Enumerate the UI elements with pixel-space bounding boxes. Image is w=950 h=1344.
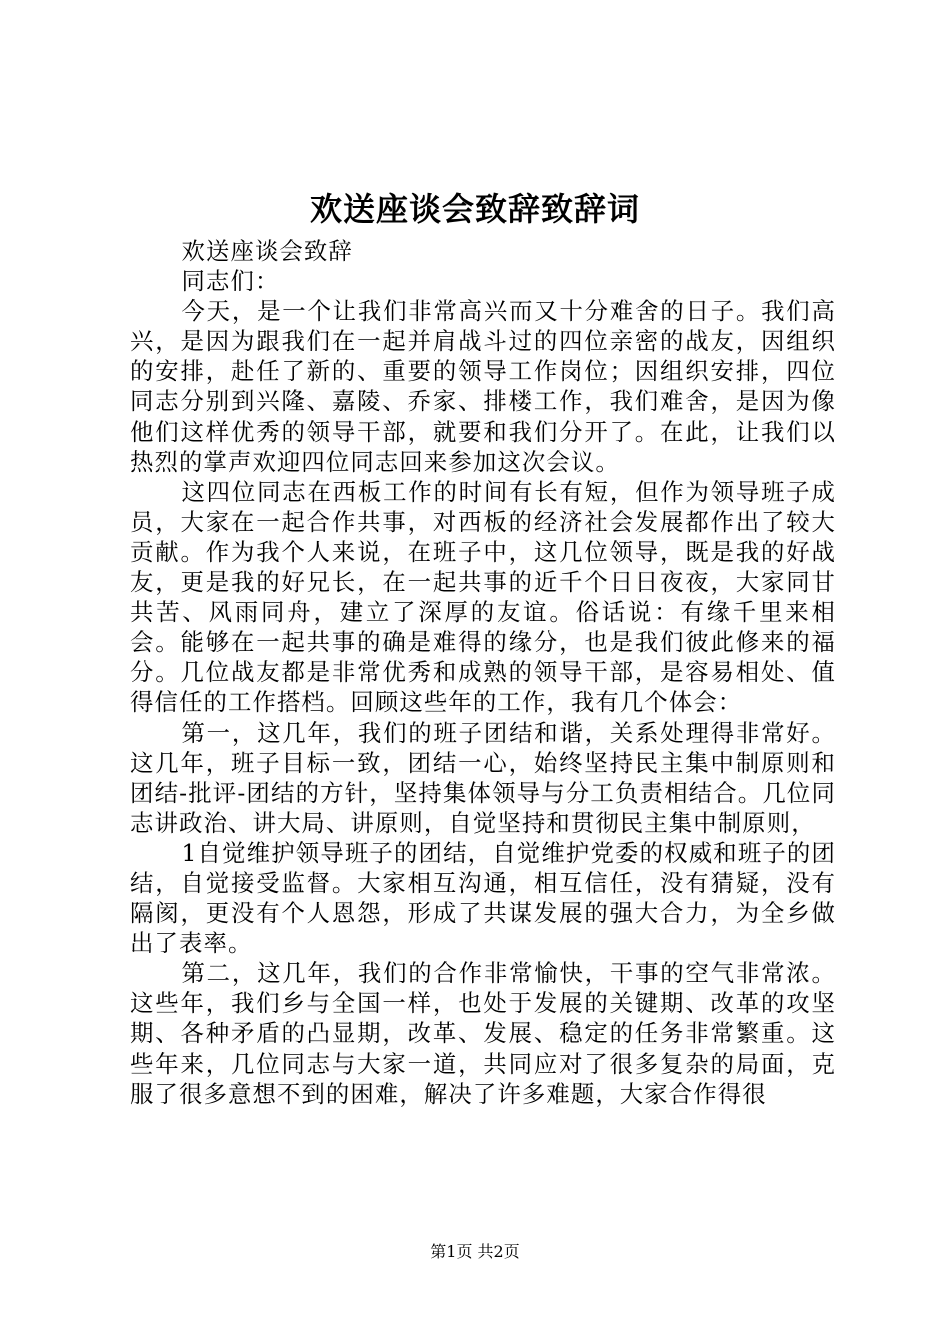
body-paragraph: 第二，这几年，我们的合作非常愉快，干事的空气非常浓。这些年，我们乡与全国一样，也处于发展的关键期、改革的攻坚期、各种矛盾的凸显期，改革、发展、稳定的任务非常繁重。这些年来，几位同志与大家一道，共同应对了很多复杂的局面，克服了很多意想不到的困难，解决了许多难题，大家合作得很 xyxy=(130,959,836,1108)
body-paragraph: 今天，是一个让我们非常高兴而又十分难舍的日子。我们高兴，是因为跟我们在一起并肩战斗过的四位亲密的战友，因组织的安排，赴任了新的、重要的领导工作岗位；因组织安排，四位同志分别到兴隆、嘉陵、乔家、排楼工作，我们难舍，是因为像他们这样优秀的领导干部，就要和我们分开了。在此，让我们以热烈的掌声欢迎四位同志回来参加这次会议。 xyxy=(130,297,836,476)
page-number-footer: 第1页 共2页 xyxy=(430,1242,520,1261)
body-paragraph: 同志们： xyxy=(181,267,280,296)
body-paragraph: 第一，这几年，我们的班子团结和谐，关系处理得非常好。这几年，班子目标一致，团结一心，始终坚持民主集中制原则和团结-批评-团结的方针，坚持集体领导与分工负责相结合。几位同志讲政治、讲大局、讲原则，自觉坚持和贯彻民主集中制原则， xyxy=(130,718,836,837)
body-paragraph: 这四位同志在西板工作的时间有长有短，但作为领导班子成员，大家在一起合作共事，对西板的经济社会发展都作出了较大贡献。作为我个人来说，在班子中，这几位领导，既是我的好战友，更是我的好兄长，在一起共事的近千个日日夜夜，大家同甘共苦、风雨同舟，建立了深厚的友谊。俗话说：有缘千里来相会。能够在一起共事的确是难得的缘分，也是我们彼此修来的福分。几位战友都是非常优秀和成熟的领导干部，是容易相处、值得信任的工作搭档。回顾这些年的工作，我有几个体会： xyxy=(130,477,836,717)
document-body xyxy=(130,236,836,1109)
document-title: 欢送座谈会致辞致辞词 xyxy=(309,190,640,228)
body-paragraph: 1自觉维护领导班子的团结，自觉维护党委的权威和班子的团结，自觉接受监督。大家相互沟通，相互信任，没有猜疑，没有隔阂，更没有个人恩怨，形成了共谋发展的强大合力，为全乡做出了表率。 xyxy=(130,838,836,958)
body-paragraph: 欢送座谈会致辞 xyxy=(181,237,353,265)
